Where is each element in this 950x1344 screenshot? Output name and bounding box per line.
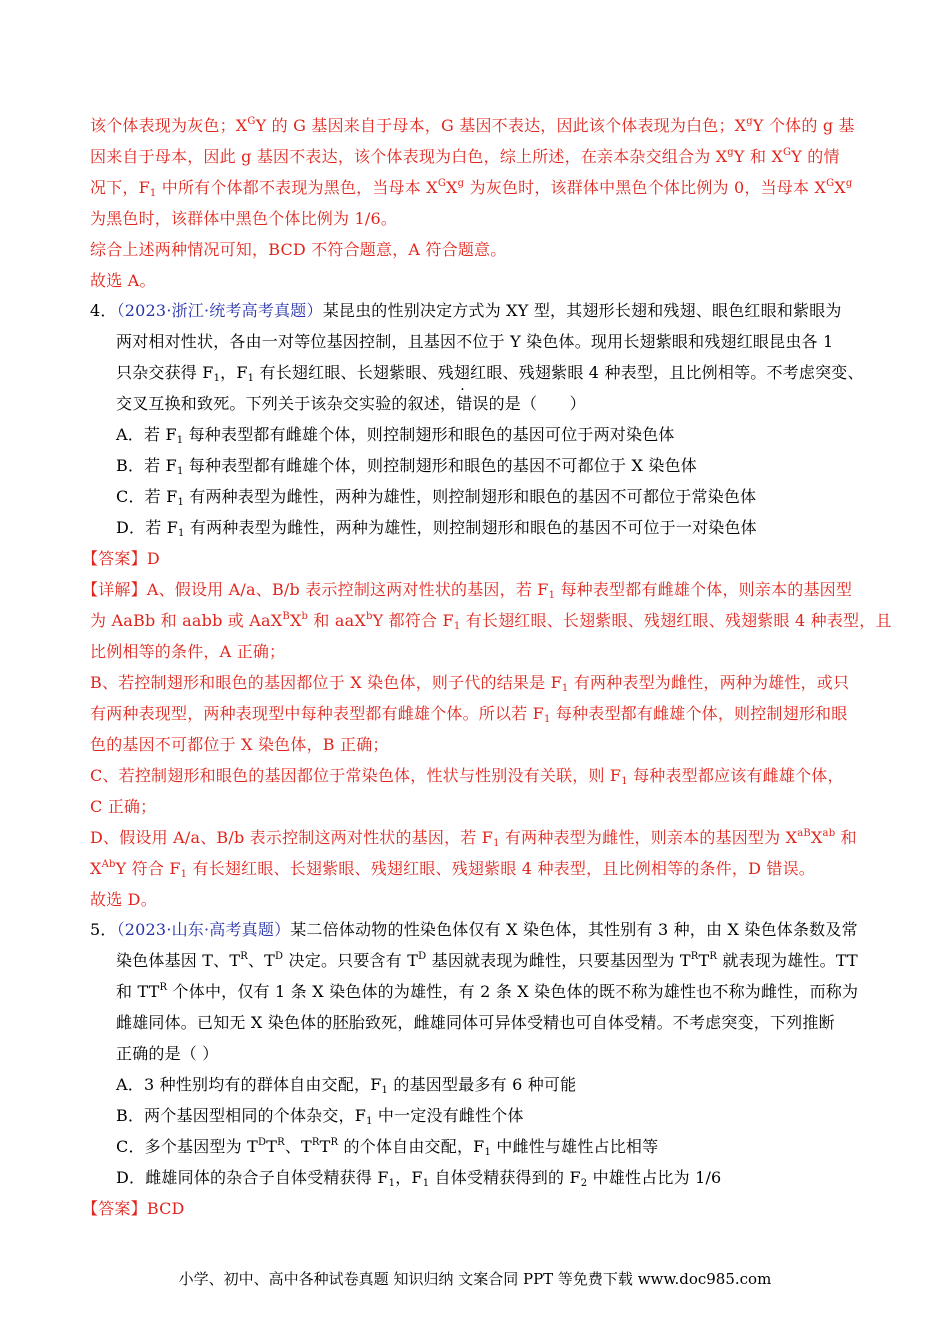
option-a: A．若 $F_1$ 每种表型都有雌雄个体，则控制翅形和眼色的基因可位于两对染色体 bbox=[116, 425, 675, 446]
option-d: D．若 $F_1$ 有两种表型为雌性，两种为雄性，则控制翅形和眼色的基因不可位于一对染色体 bbox=[116, 518, 757, 539]
conclusion-line: 故选 D。 bbox=[90, 890, 157, 909]
question-source: （2023·山东·高考真题） bbox=[116, 920, 291, 939]
answer-line bbox=[82, 549, 160, 569]
question-4-stem: 交叉互换和致死。下列关于该杂交实验的叙述，错误的是（ ） bbox=[116, 394, 586, 413]
option-d: D．雌雄同体的杂合子自体受精获得 $F_1$，$F_1$ 自体受精获得到的 $F_2$ 中雄性占比为 1/6 bbox=[116, 1168, 722, 1189]
question-5-stem: 正确的是（ ） bbox=[116, 1044, 219, 1063]
detail-line: 【详解】A、假设用 A/a、B/b 表示控制这两对性状的基因，若 $F_1$ 每种表型都有雌雄个体，则亲本的基因型 bbox=[82, 580, 853, 601]
detail-line: 色的基因不可都位于 X 染色体，B 正确； bbox=[90, 735, 389, 754]
question-4-stem: 两对相对性状，各由一对等位基因控制，且基因不位于 Y 染色体。现用长翅紫眼和残翅红眼昆虫各 1 bbox=[116, 332, 834, 351]
explanation-line: 因来自于母本，因此 g 基因不表达，该个体表现为白色，综上所述，在亲本杂交组合为 $X^gY$ 和 $X^GY$ 的情 bbox=[90, 147, 840, 166]
detail-line: $X^{Ab}Y$ 符合 $F_1$ 有长翅红眼、长翅紫眼、残翅红眼、残翅紫眼 4 种表型，且比例相等的条件，D 错误。 bbox=[90, 859, 815, 880]
detail-line: 有两种表现型，两种表现型中每种表型都有雌雄个体。所以若 $F_1$ 每种表型都有雌雄个体，则控制翅形和眼 bbox=[90, 704, 848, 725]
option-c: C．多个基因型为 $T^DT^R$、$T^RT^R$ 的个体自由交配，$F_1$ 中雌性与雄性占比相等 bbox=[116, 1137, 659, 1158]
answer-label: 【答案】 bbox=[82, 1199, 147, 1218]
option-a: A．3 种性别均有的群体自由交配，$F_1$ 的基因型最多有 6 种可能 bbox=[116, 1075, 577, 1096]
detail-label: 【详解】 bbox=[82, 580, 147, 599]
explanation-line: 况下，$F_1$ 中所有个体都不表现为黑色，当母本 $X^GX^g$ 为灰色时，该群体中黑色个体比例为 0，当母本 $X^GX^g$ bbox=[90, 178, 853, 199]
explanation-line: 综合上述两种情况可知，BCD 不符合题意，A 符合题意。 bbox=[90, 240, 507, 259]
question-4-stem: 4．（2023·浙江·统考高考真题）某昆虫的性别决定方式为 XY 型，其翅形长翅和残翅、眼色红眼和紫眼为 bbox=[90, 301, 842, 320]
question-number: 5． bbox=[90, 920, 117, 939]
emphasis-dots: 错误 bbox=[456, 394, 489, 413]
explanation-line: 该个体表现为灰色；$X^GY$ 的 G 基因来自于母本，G 基因不表达，因此该个体表现为白色；$X^gY$ 个体的 g 基 bbox=[90, 116, 855, 135]
question-5-stem: 雌雄同体。已知无 X 染色体的胚胎致死，雌雄同体可异体受精也可自体受精。不考虑突变，下列推断 bbox=[116, 1013, 835, 1032]
detail-line: 为 AaBb 和 aabb 或 $AaX^BX^b$ 和 aaX$^b$Y 都符合 $F_1$ 有长翅红眼、长翅紫眼、残翅红眼、残翅紫眼 4 种表型，且 bbox=[90, 611, 892, 632]
answer-value: D bbox=[146, 549, 160, 568]
option-c: C．若 $F_1$ 有两种表型为雌性，两种为雄性，则控制翅形和眼色的基因不可都位于常染色体 bbox=[116, 487, 757, 508]
detail-line: C、若控制翅形和眼色的基因都位于常染色体，性状与性别没有关联，则 $F_1$ 每种表型都应该有雌雄个体， bbox=[90, 766, 844, 787]
question-source: （2023·浙江·统考高考真题） bbox=[116, 301, 323, 320]
conclusion-line: 故选 A。 bbox=[90, 271, 156, 290]
question-5-stem: 染色体基因 T、$T^R$、$T^D$ 决定。只要含有 $T^D$ 基因就表现为雌性，只要基因型为 $T^RT^R$ 就表现为雄性。TT bbox=[116, 951, 858, 970]
answer-value: BCD bbox=[146, 1199, 185, 1218]
question-number: 4． bbox=[90, 301, 117, 320]
detail-line: D、假设用 A/a、B/b 表示控制这两对性状的基因，若 $F_1$ 有两种表型为雌性，则亲本的基因型为 $X^{aB}X^{ab}$ 和 bbox=[90, 828, 857, 849]
answer-label: 【答案】 bbox=[82, 549, 147, 568]
explanation-line: 为黑色时，该群体中黑色个体比例为 1/6。 bbox=[90, 209, 398, 228]
page-footer: 小学、初中、高中各种试卷真题 知识归纳 文案合同 PPT 等免费下载 www.doc985.com bbox=[178, 1270, 772, 1288]
question-5-stem: 5．（2023·山东·高考真题）某二倍体动物的性染色体仅有 X 染色体，其性别有 3 种，由 X 染色体条数及常 bbox=[90, 920, 858, 939]
option-b: B．若 $F_1$ 每种表型都有雌雄个体，则控制翅形和眼色的基因不可都位于 X 染色体 bbox=[116, 456, 697, 477]
question-4-stem: 只杂交获得 $F_1$，$F_1$ 有长翅红眼、长翅紫眼、残翅红眼、残翅紫眼 4 种表型，且比例相等。不考虑突变、 bbox=[116, 363, 864, 384]
question-5-stem: 和 $TT^R$ 个体中，仅有 1 条 X 染色体的为雄性，有 2 条 X 染色体的既不称为雄性也不称为雌性，而称为 bbox=[116, 982, 859, 1001]
answer-line bbox=[82, 1199, 185, 1219]
detail-line: 比例相等的条件，A 正确； bbox=[90, 642, 286, 661]
option-b: B．两个基因型相同的个体杂交，$F_1$ 中一定没有雌性个体 bbox=[116, 1106, 524, 1127]
detail-line: B、若控制翅形和眼色的基因都位于 X 染色体，则子代的结果是 $F_1$ 有两种表型为雌性，两种为雄性，或只 bbox=[90, 673, 850, 694]
detail-line: C 正确； bbox=[90, 797, 157, 816]
